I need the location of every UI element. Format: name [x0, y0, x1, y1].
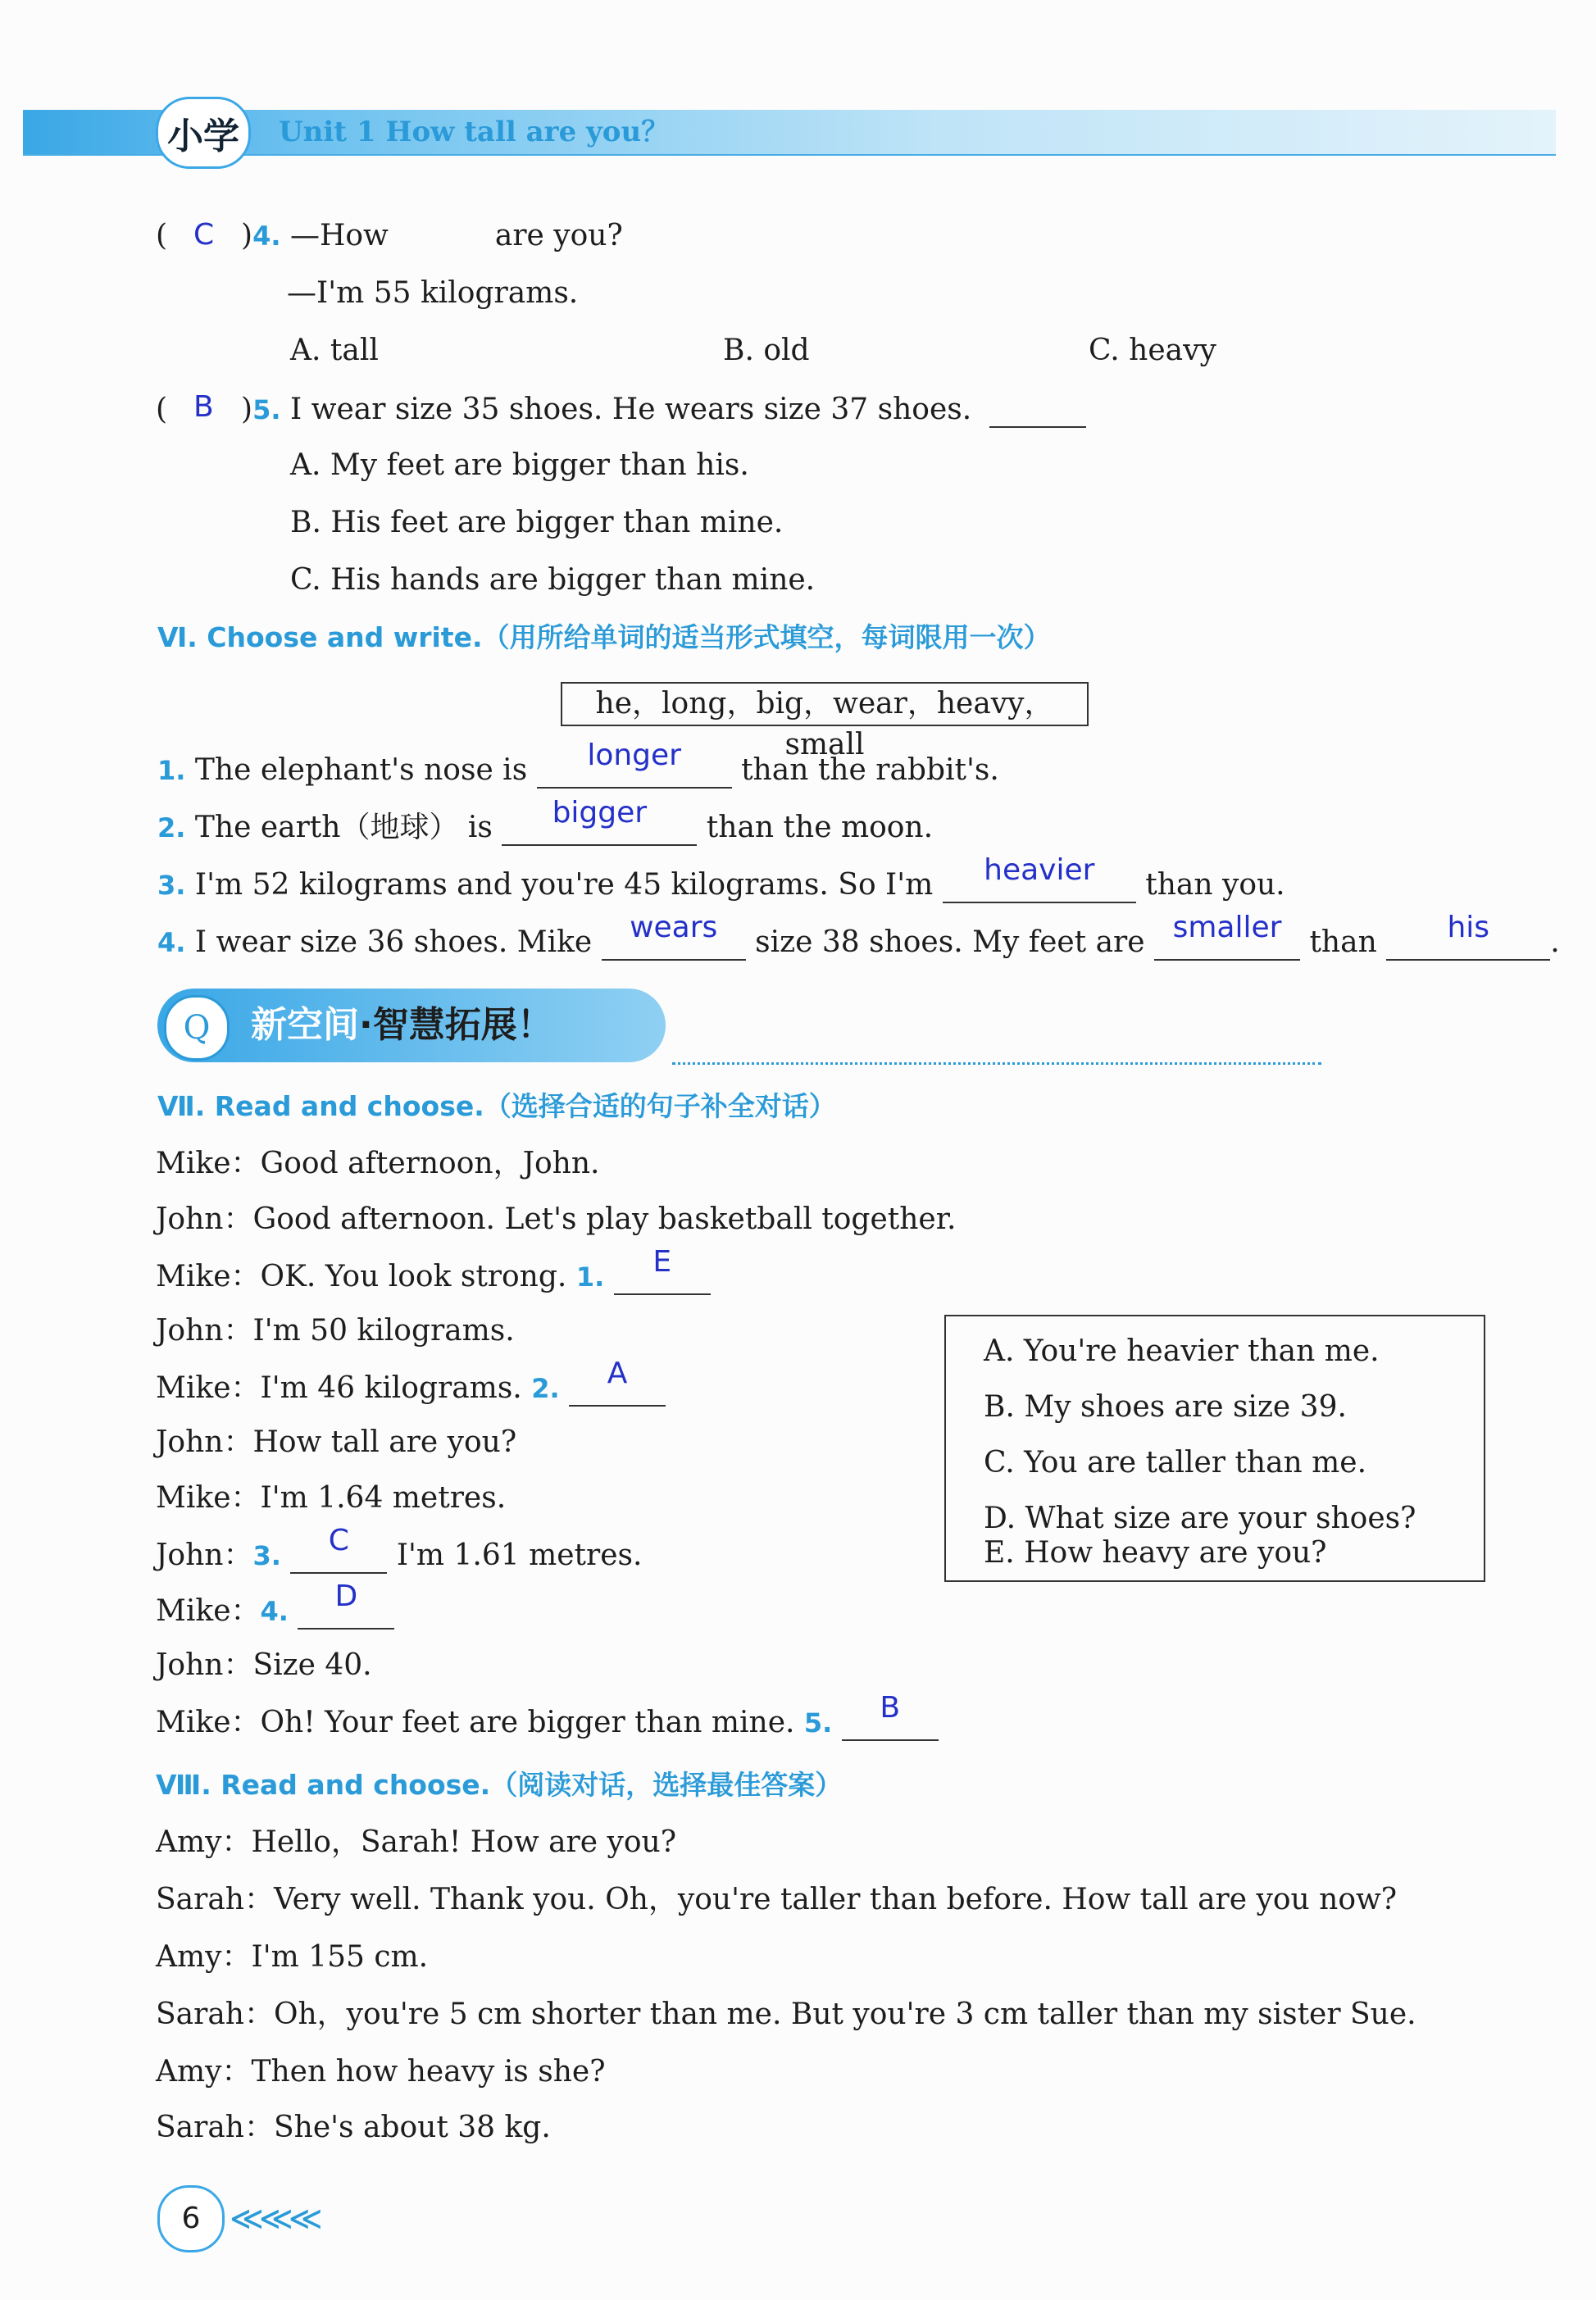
q4-option-b: B. old — [723, 334, 810, 367]
section-7-title: Ⅶ. Read and choose.（选择合适的句子补全对话） — [157, 1090, 836, 1122]
q5-option-a: A. My feet are bigger than his. — [290, 448, 749, 482]
sec8-line-5: Amy：Then how heavy is she? — [156, 2055, 606, 2089]
header-bar — [23, 110, 1556, 154]
section-6-title: Ⅵ. Choose and write.（用所给单词的适当形式填空，每词限用一次） — [157, 621, 1051, 653]
q4-option-c: C. heavy — [1089, 334, 1216, 367]
q4-option-a: A. tall — [290, 334, 379, 367]
sec7-blank-1: E — [614, 1257, 711, 1295]
banner-text: 新空间·智慧拓展！ — [251, 1004, 553, 1046]
q4-answer: C — [193, 218, 215, 252]
sec6-item-3: 3. I'm 52 kilograms and you're 45 kilograms. So I'm heavier than you. — [157, 853, 1285, 902]
sec7-blank-4: D — [298, 1592, 394, 1630]
header-rule — [23, 154, 1556, 156]
sec8-line-3: Amy：I'm 155 cm. — [156, 1940, 429, 1974]
sec8-line-2: Sarah：Very well. Thank you. Oh，you're taller than before. How tall are you now? — [156, 1883, 1398, 1916]
sec6-blank-2: bigger — [502, 808, 697, 846]
sec7-option-c: C. You are taller than me. — [984, 1446, 1367, 1480]
q5-blank — [989, 390, 1086, 428]
sec7-line-11: Mike：Oh! Your feet are bigger than mine. 5. B — [156, 1703, 939, 1741]
sec8-line-6: Sarah：She's about 38 kg. — [156, 2111, 551, 2144]
sec8-line-1: Amy：Hello，Sarah! How are you? — [156, 1825, 677, 1859]
q5-stem: ( )5. I wear size 35 shoes. He wears size 37 shoes. — [156, 390, 1086, 428]
sec7-options-box — [944, 1315, 1485, 1582]
q5-answer: B — [193, 390, 214, 424]
sec7-blank-2: A — [569, 1369, 666, 1407]
sec7-blank-3: C — [290, 1536, 387, 1574]
sec7-option-d: D. What size are your shoes? — [984, 1502, 1416, 1535]
sec7-line-6: John：How tall are you? — [156, 1425, 517, 1459]
sec6-item-4: 4. I wear size 36 shoes. Mike wears size 38 shoes. My feet are smaller than his . — [157, 911, 1560, 959]
unit-title: Unit 1 How tall are you？ — [279, 116, 670, 148]
section-8-title: Ⅷ. Read and choose.（阅读对话，选择最佳答案） — [156, 1769, 843, 1801]
sec6-item-1: 1. The elephant's nose is longer than the rabbit's. — [157, 739, 999, 787]
word-bank: he，long，big，wear，heavy，small — [561, 682, 1089, 726]
sec7-option-b: B. My shoes are size 39. — [984, 1390, 1347, 1424]
sec6-blank-4a: wears — [602, 923, 746, 961]
sec7-option-a: A. You're heavier than me. — [984, 1334, 1380, 1368]
q4-line2: —I'm 55 kilograms. — [287, 276, 579, 310]
sec7-line-2: John：Good afternoon. Let's play basketball together. — [156, 1202, 957, 1236]
sec7-line-1: Mike：Good afternoon，John. — [156, 1147, 600, 1180]
sec7-line-7: Mike：I'm 1.64 metres. — [156, 1481, 507, 1515]
magnifier-icon: Q — [164, 995, 230, 1061]
q5-option-c: C. His hands are bigger than mine. — [290, 563, 816, 597]
sec7-line-5: Mike：I'm 46 kilograms. 2. A — [156, 1369, 666, 1407]
sec7-line-9: Mike：4. D — [156, 1592, 394, 1630]
sec6-blank-4c: his — [1386, 923, 1550, 961]
sec7-option-e: E. How heavy are you? — [984, 1536, 1327, 1570]
sec6-blank-3: heavier — [943, 866, 1136, 903]
grade-badge: 小学 — [156, 97, 251, 169]
sec7-line-3: Mike：OK. You look strong. 1. E — [156, 1257, 711, 1295]
q4-stem: ( )4. —How are you? — [156, 219, 623, 252]
sec6-blank-1: longer — [537, 751, 732, 789]
sec7-line-8: John：3. C I'm 1.61 metres. — [156, 1524, 643, 1572]
sec7-blank-5: B — [842, 1703, 939, 1741]
sec8-line-4: Sarah：Oh，you're 5 cm shorter than me. But you're 3 cm taller than my sister Sue. — [156, 1998, 1416, 2031]
page-number: 6 — [157, 2185, 225, 2252]
arrow-decoration-icon: ≪≪≪ — [230, 2200, 318, 2238]
sec6-blank-4b: smaller — [1154, 923, 1300, 961]
banner-dotted-rule — [672, 1062, 1321, 1065]
sec7-line-10: John：Size 40. — [156, 1648, 372, 1682]
sec6-item-2: 2. The earth（地球） is bigger than the moon. — [157, 796, 934, 844]
q5-option-b: B. His feet are bigger than mine. — [290, 506, 784, 539]
sec7-line-4: John：I'm 50 kilograms. — [156, 1314, 515, 1348]
